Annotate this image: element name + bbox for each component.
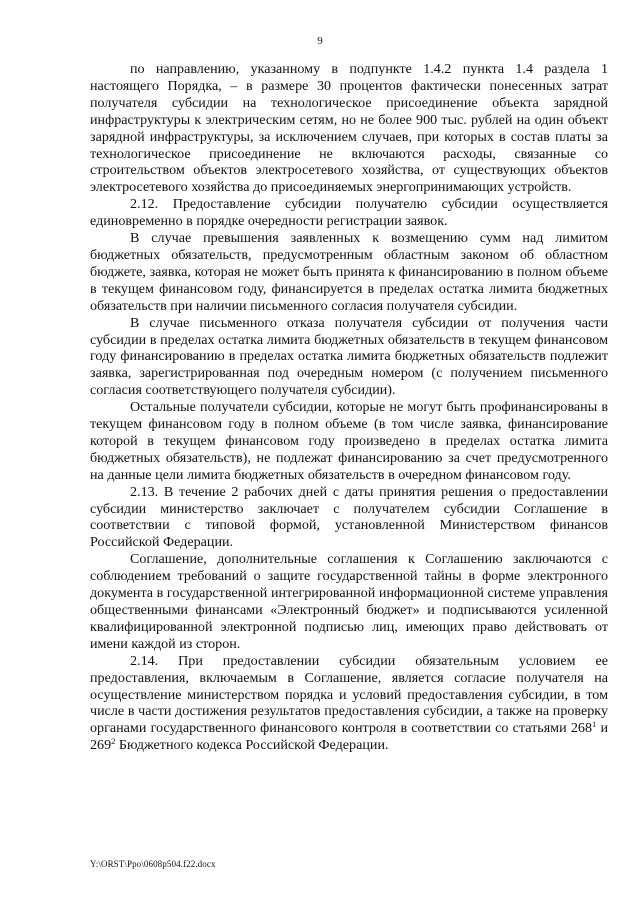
paragraph-written-refusal: В случае письменного отказа получателя субсидии от получения части субсидии в пределах остатка лимита бюджетных обязательств в текущем финансовом году финансированию в пределах остатка лимита бюджетных обязательств подлежит заявка, зарегистрированная под очередным номером (с получением письменного согласия соответствующего получателя субсидии). xyxy=(90,314,608,399)
paragraph-2-14-text: 2.14. При предоставлении субсидии обязательным условием ее предоставления, включаемым в Соглашение, является согласие получателя на осуществление министерством порядка и условий предоставления субсидии, в том числе в части достижения результатов предоставления субсидии, а также на проверку органами государственного финансового контроля в соответствии со статьями 268 xyxy=(90,652,608,737)
superscript-1: 1 xyxy=(592,719,597,730)
paragraph-agreement: Соглашение, дополнительные соглашения к Соглашению заключаются с соблюдением требований о защите государственной тайны в форме электронного документа в государственной интегрированной информационной системе управления общественными финансами «Электронный бюджет» и подписываются усиленной квалифицированной электронной подписью лиц, имеющих право действовать от имени каждой из сторон. xyxy=(90,551,608,652)
page-number: 9 xyxy=(317,35,323,47)
paragraph-2-14-tail: Бюджетного кодекса Российской Федерации. xyxy=(115,737,389,754)
paragraph-continuation: по направлению, указанному в подпункте 1.4.2 пункта 1.4 раздела 1 настоящего Порядка, – в размере 30 процентов фактически понесенных затрат получателя субсидии на технологическое присоединение объекта зарядной инфраструктуры к электрическим сетям, но не более 900 тыс. рублей на один объект зарядной инфраструктуры, за исключением случаев, при которых в состав платы за технологическое присоединение не включаются расходы, связанные со строительством объектов электросетевого хозяйства, от существующих объектов электросетевого хозяйства до присоединяемых энергопринимающих устройств. xyxy=(90,61,608,196)
paragraph-2-12: 2.12. Предоставление субсидии получателю субсидии осуществляется единовременно в порядке очередности регистрации заявок. xyxy=(90,196,608,230)
paragraph-2-13: 2.13. В течение 2 рабочих дней с даты принятия решения о предоставлении субсидии министерство заключает с получателем субсидии Соглашение в соответствии с типовой формой, установленной Министерством финансов Российской Федерации. xyxy=(90,483,608,551)
paragraph-2-14 xyxy=(90,653,608,754)
paragraph-other-recipients: Остальные получатели субсидии, которые не могут быть профинансированы в текущем финансовом году в полном объеме (в том числе заявка, финансирование которой в текущем финансовом году произведено в пределах остатка лимита бюджетных обязательств), не подлежат финансированию за счет предусмотренного на данные цели лимита бюджетных обязательств в очередном финансовом году. xyxy=(90,399,608,483)
paragraph-limit-excess: В случае превышения заявленных к возмещению сумм над лимитом бюджетных обязательств, предусмотренным областным законом об областном бюджете, заявка, которая не может быть принята к финансированию в полном объеме в текущем финансовом году, финансируется в пределах остатка лимита бюджетных обязательств при наличии письменного согласия получателя субсидии. xyxy=(90,230,608,314)
footer-file-path: Y:\ORST\Ppo\0608p504.f22.docx xyxy=(90,859,216,869)
document-body xyxy=(90,61,608,754)
superscript-2: 2 xyxy=(111,736,116,747)
paragraph-2-14-mid: и 269 xyxy=(90,720,608,754)
